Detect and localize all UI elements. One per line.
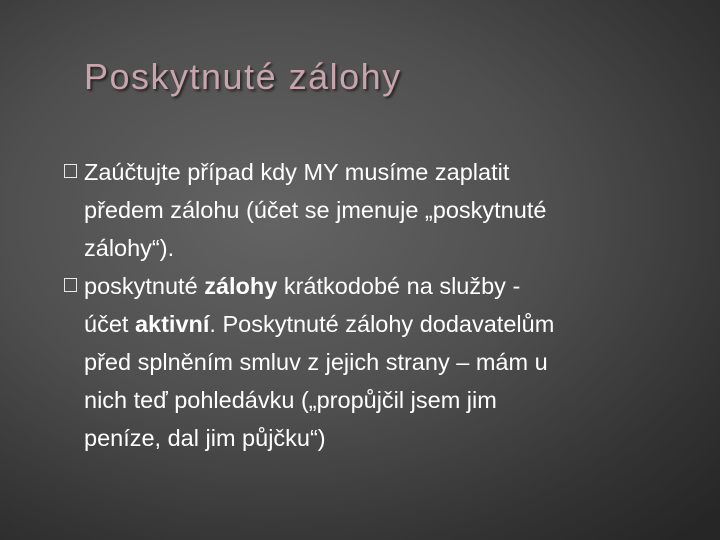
bullet-line [84,381,704,419]
bullet-item-1 [64,153,704,267]
text-run: zálohy“). [84,235,175,261]
bullet-item-2 [64,267,704,457]
square-bullet-icon [64,164,77,178]
text-run: peníze, dal jim půjčku“) [84,425,326,451]
text-run: . Poskytnuté zálohy dodavatelům [209,311,555,337]
bold-term-zalohy: zálohy [204,273,278,299]
slide-content [64,153,704,457]
text-run: krátkodobé na služby - [277,273,521,299]
square-bullet-icon [64,278,77,292]
text-run: poskytnuté [84,273,205,299]
text-run: Zaúčtujte případ kdy MY musíme zaplatit [84,159,510,185]
text-run: nich teď pohledávku („propůjčil jsem jim [84,387,497,413]
bold-term-aktivni: aktivní [134,311,210,337]
bullet-line [84,229,704,267]
text-run: účet [84,311,135,337]
bullet-line [84,191,704,229]
text-run: předem zálohu (účet se jmenuje „poskytnuté [84,197,547,223]
bullet-line [84,419,704,457]
text-run: před splněním smluv z jejich strany – mám u [84,349,548,375]
bullet-line [84,305,704,343]
bullet-line [84,267,704,305]
slide-title: Poskytnuté zálohy [84,56,402,97]
bullet-line [84,343,704,381]
bullet-line [84,153,704,191]
